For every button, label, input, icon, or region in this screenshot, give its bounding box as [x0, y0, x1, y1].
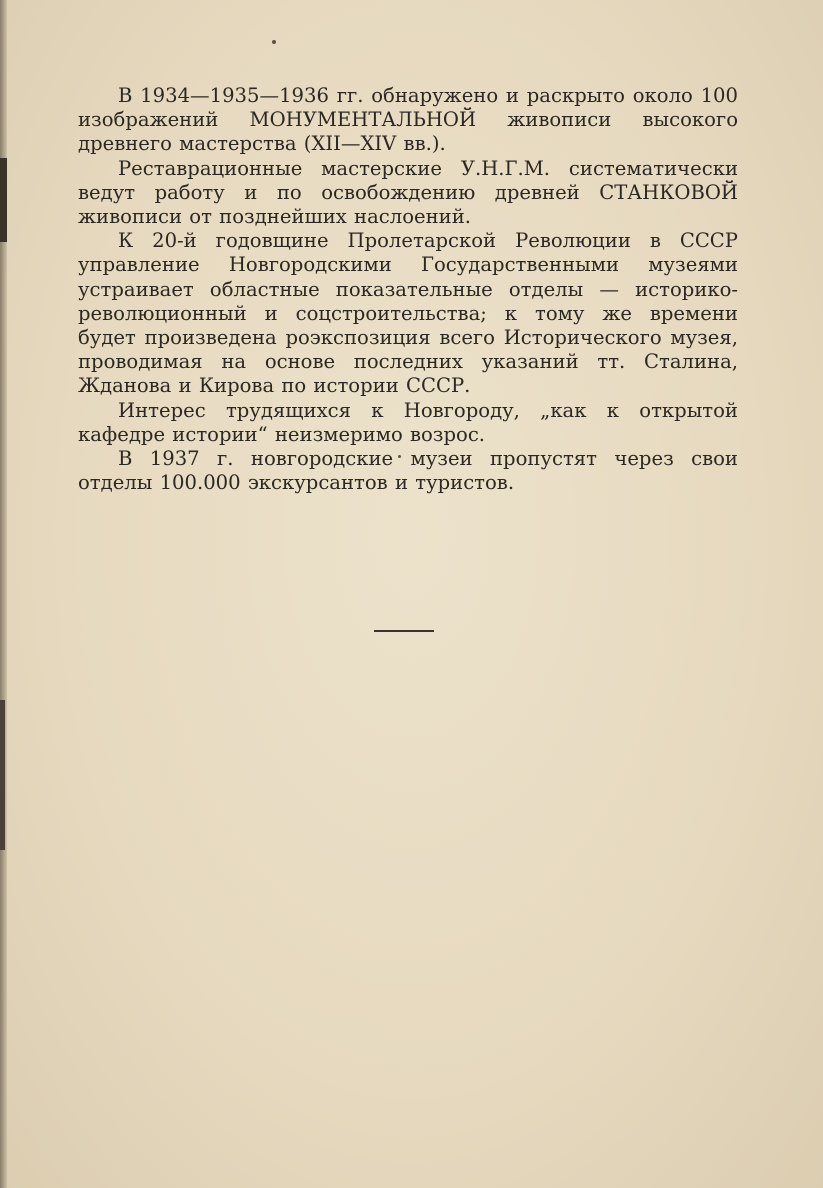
text-body — [78, 84, 738, 495]
binding-mark — [0, 158, 7, 242]
paragraph: В 1937 г. новгородские музеи пропустят через свои отделы 100.000 экскурсантов и туристов. — [78, 447, 738, 495]
section-divider — [374, 630, 434, 632]
binding-mark — [0, 700, 5, 850]
speck — [272, 40, 276, 44]
paragraph: К 20-й годовщине Пролетарской Революции в СССР управление Новгородскими Государственными музеями устраивает областные показательные отделы — историко-революционный и соцстроительства; к тому же времени будет произведена роэкспозиция всего Исторического музея, проводимая на основе последних указаний тт. Сталина, Жданова и Кирова по истории СССР. — [78, 229, 738, 398]
paragraph: В 1934—1935—1936 гг. обнаружено и раскрыто около 100 изображений МОНУМЕНТАЛЬНОЙ живописи высокого древнего мастерства (XII—XIV вв.). — [78, 84, 738, 156]
paragraph: Интерес трудящихся к Новгороду, „как к открытой кафедре истории“ неизмеримо возрос. — [78, 398, 738, 446]
paragraph: Реставрационные мастерские У.Н.Г.М. систематически ведут работу и по освобождению древней СТАНКОВОЙ живописи от позднейших наслоений. — [78, 156, 738, 229]
